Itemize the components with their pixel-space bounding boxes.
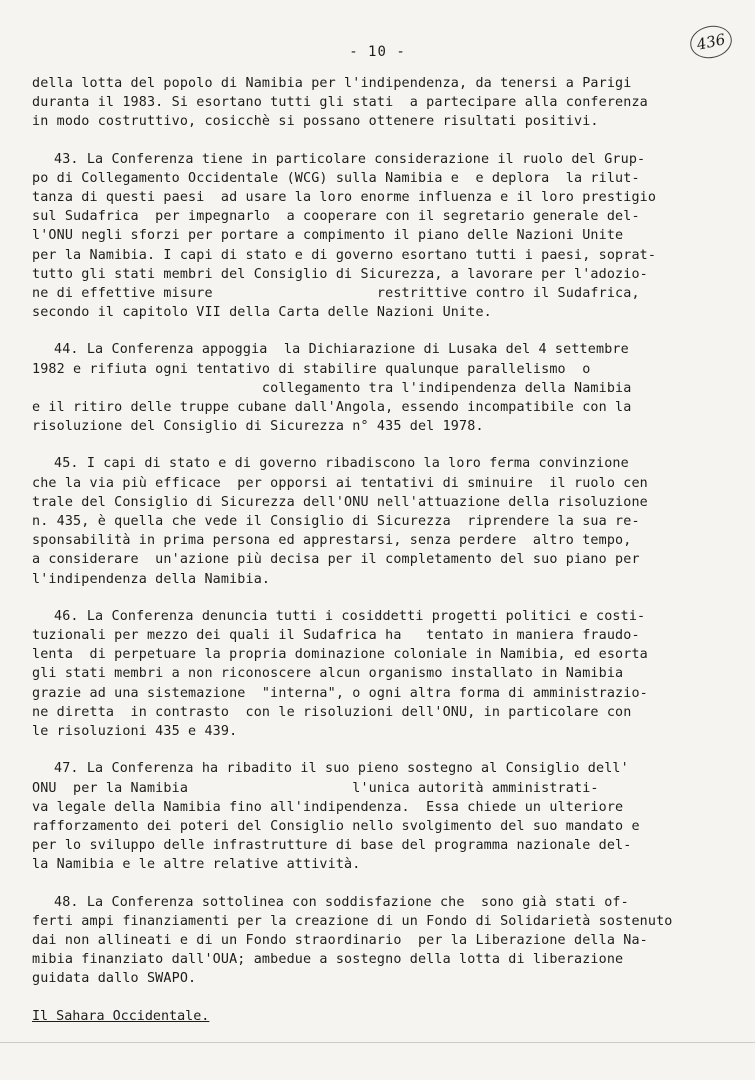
paragraph-continuation bbox=[32, 74, 732, 132]
text-line: l'ONU negli sforzi per portare a compimento il piano delle Nazioni Unite bbox=[32, 228, 624, 244]
text-line: duranta il 1983. Si esortano tutti gli stati a partecipare alla conferenza bbox=[32, 95, 648, 111]
text-line: 46. La Conferenza denuncia tutti i cosiddetti progetti politici e costi- bbox=[54, 608, 646, 624]
text-line: le risoluzioni 435 e 439. bbox=[32, 724, 238, 740]
text-line: e il ritiro delle truppe cubane dall'Angola, essendo incompatibile con la bbox=[32, 400, 632, 416]
text-line: in modo costruttivo, cosicchè si possano ottenere risultati positivi. bbox=[32, 114, 599, 130]
text-line: sul Sudafrica per impegnarlo a cooperare con il segretario generale del- bbox=[32, 209, 640, 225]
text-line: 48. La Conferenza sottolinea con soddisfazione che sono già stati of- bbox=[54, 894, 629, 910]
text-line: dai non allineati e di un Fondo straordinario per la Liberazione della Na- bbox=[32, 932, 648, 948]
text-line: che la via più efficace per opporsi ai tentativi di sminuire il ruolo cen bbox=[32, 475, 648, 491]
text-line: per lo sviluppo delle infrastrutture di base del programma nazionale del- bbox=[32, 838, 632, 854]
text-line: tutto gli stati membri del Consiglio di Sicurezza, a lavorare per l'adozio- bbox=[32, 266, 648, 282]
text-line: va legale della Namibia fino all'indipendenza. Essa chiede un ulteriore bbox=[32, 799, 624, 815]
text-line: po di Collegamento Occidentale (WCG) sulla Namibia e e deplora la rilut- bbox=[32, 170, 640, 186]
page-edge-divider bbox=[0, 1042, 755, 1043]
text-line: l'indipendenza della Namibia. bbox=[32, 571, 271, 587]
text-line: ne di effettive misure restrittive contro il Sudafrica, bbox=[32, 286, 640, 302]
document-body bbox=[32, 74, 732, 1026]
paragraph-47 bbox=[32, 759, 732, 874]
text-line: rafforzamento dei poteri del Consiglio nello svolgimento del suo mandato e bbox=[32, 818, 640, 834]
text-line: 43. La Conferenza tiene in particolare considerazione il ruolo del Grup- bbox=[54, 151, 646, 167]
paragraph-46 bbox=[32, 607, 732, 741]
text-line: a considerare un'azione più decisa per il completamento del suo piano per bbox=[32, 552, 640, 568]
text-line: grazie ad una sistemazione "interna", o ogni altra forma di amministrazio- bbox=[32, 685, 648, 701]
text-line: risoluzione del Consiglio di Sicurezza n° 435 del 1978. bbox=[32, 419, 484, 435]
paragraph-43 bbox=[32, 150, 732, 323]
text-line: ferti ampi finanziamenti per la creazione di un Fondo di Solidarietà sostenuto bbox=[32, 913, 673, 929]
page-number: - 10 - bbox=[349, 44, 406, 60]
paragraph-45 bbox=[32, 454, 732, 588]
text-line: 45. I capi di stato e di governo ribadiscono la loro ferma convinzione bbox=[54, 456, 629, 472]
text-line: tuzionali per mezzo dei quali il Sudafrica ha tentato in maniera fraudo- bbox=[32, 628, 640, 644]
text-line: ONU per la Namibia l'unica autorità amministrati- bbox=[32, 780, 599, 796]
paragraph-44 bbox=[32, 340, 732, 436]
text-line: la Namibia e le altre relative attività. bbox=[32, 857, 361, 873]
paragraph-48 bbox=[32, 893, 732, 989]
text-line: sponsabilità in prima persona ed apprestarsi, senza perdere altro tempo, bbox=[32, 533, 632, 549]
text-line: mibia finanziato dall'OUA; ambedue a sostegno della lotta di liberazione bbox=[32, 952, 624, 968]
text-line: guidata dallo SWAPO. bbox=[32, 971, 197, 987]
text-line: ne diretta in contrasto con le risoluzioni dell'ONU, in particolare con bbox=[32, 704, 632, 720]
text-line: gli stati membri a non riconoscere alcun organismo installato in Namibia bbox=[32, 666, 624, 682]
section-heading: Il Sahara Occidentale. bbox=[32, 1008, 210, 1024]
page-stamp: 436 bbox=[687, 22, 735, 62]
text-line: tanza di questi paesi ad usare la loro enorme influenza e il loro prestigio bbox=[32, 190, 657, 206]
text-line: secondo il capitolo VII della Carta delle Nazioni Unite. bbox=[32, 305, 492, 321]
text-line: per la Namibia. I capi di stato e di governo esortano tutti i paesi, soprat- bbox=[32, 247, 657, 263]
text-line: della lotta del popolo di Namibia per l'indipendenza, da tenersi a Parigi bbox=[32, 76, 632, 91]
text-line: trale del Consiglio di Sicurezza dell'ONU nell'attuazione della risoluzione bbox=[32, 494, 648, 510]
text-line: 1982 e rifiuta ogni tentativo di stabilire qualunque parallelismo o bbox=[32, 361, 591, 377]
text-line: collegamento tra l'indipendenza della Namibia bbox=[32, 380, 632, 396]
text-line: 47. La Conferenza ha ribadito il suo pieno sostegno al Consiglio dell' bbox=[54, 761, 629, 777]
text-line: n. 435, è quella che vede il Consiglio di Sicurezza riprendere la sua re- bbox=[32, 514, 640, 530]
text-line: 44. La Conferenza appoggia la Dichiarazione di Lusaka del 4 settembre bbox=[54, 342, 629, 358]
text-line: lenta di perpetuare la propria dominazione coloniale in Namibia, ed esorta bbox=[32, 647, 648, 663]
